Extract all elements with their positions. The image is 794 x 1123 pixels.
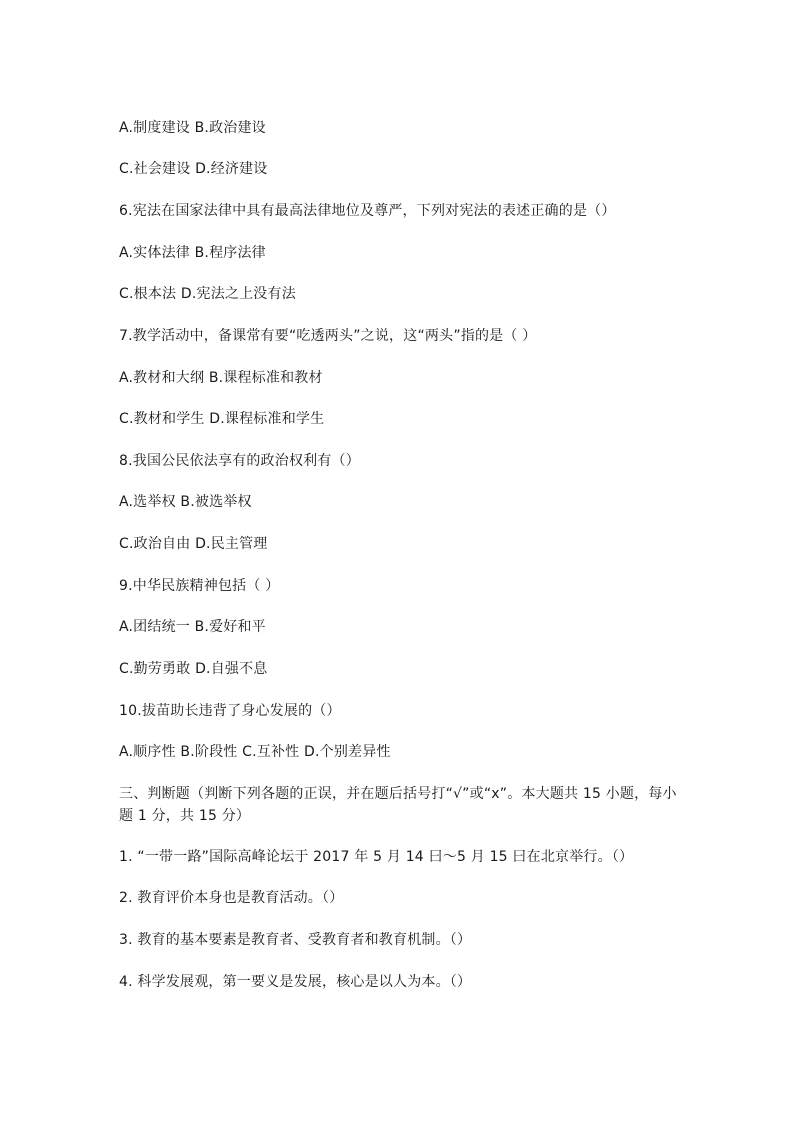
q7-options-cd: C.教材和学生 D.课程标准和学生 [119, 411, 325, 427]
q7-options-ab: A.教材和大纲 B.课程标准和教材 [119, 370, 323, 386]
q10-options: A.顺序性 B.阶段性 C.互补性 D.个别差异性 [119, 744, 391, 760]
judge-question-3: 3. 教育的基本要素是教育者、受教育者和教育机制。（） [119, 932, 472, 948]
q5-options-ab: A.制度建设 B.政治建设 [119, 120, 266, 136]
judge-question-2: 2. 教育评价本身也是教育活动。（） [119, 890, 344, 906]
q6-options-ab: A.实体法律 B.程序法律 [119, 245, 266, 261]
question-6: 6.宪法在国家法律中具有最高法律地位及尊严，下列对宪法的表述正确的是（） [119, 203, 616, 219]
judge-question-1: 1. “一带一路”国际高峰论坛于 2017 年 5 月 14 曰～5 月 15 曰在北京举行。（） [119, 849, 634, 865]
judge-question-4: 4. 科学发展观，第一要义是发展，核心是以人为本。（） [119, 974, 472, 990]
question-8: 8.我国公民依法享有的政治权利有（） [119, 453, 360, 469]
question-9: 9.中华民族精神包括（ ） [119, 578, 280, 594]
q9-options-cd: C.勤劳勇敢 D.自强不息 [119, 661, 268, 677]
q6-options-cd: C.根本法 D.宪法之上没有法 [119, 286, 296, 302]
q8-options-ab: A.选举权 B.被选举权 [119, 494, 252, 510]
question-10: 10.拔苗助长违背了身心发展的（） [119, 703, 341, 719]
q8-options-cd: C.政治自由 D.民主管理 [119, 536, 268, 552]
section-3-heading: 三、判断题（判断下列各题的正误，并在题后括号打“√”或“x”。本大题共 15 小题，每小题 1 分，共 15 分） [119, 786, 677, 824]
q5-options-cd: C.社会建设 D.经济建设 [119, 161, 268, 177]
question-7: 7.教学活动中，备课常有要“吃透两头”之说，这“两头”指的是（ ） [119, 328, 537, 344]
q9-options-ab: A.团结统一 B.爱好和平 [119, 619, 266, 635]
